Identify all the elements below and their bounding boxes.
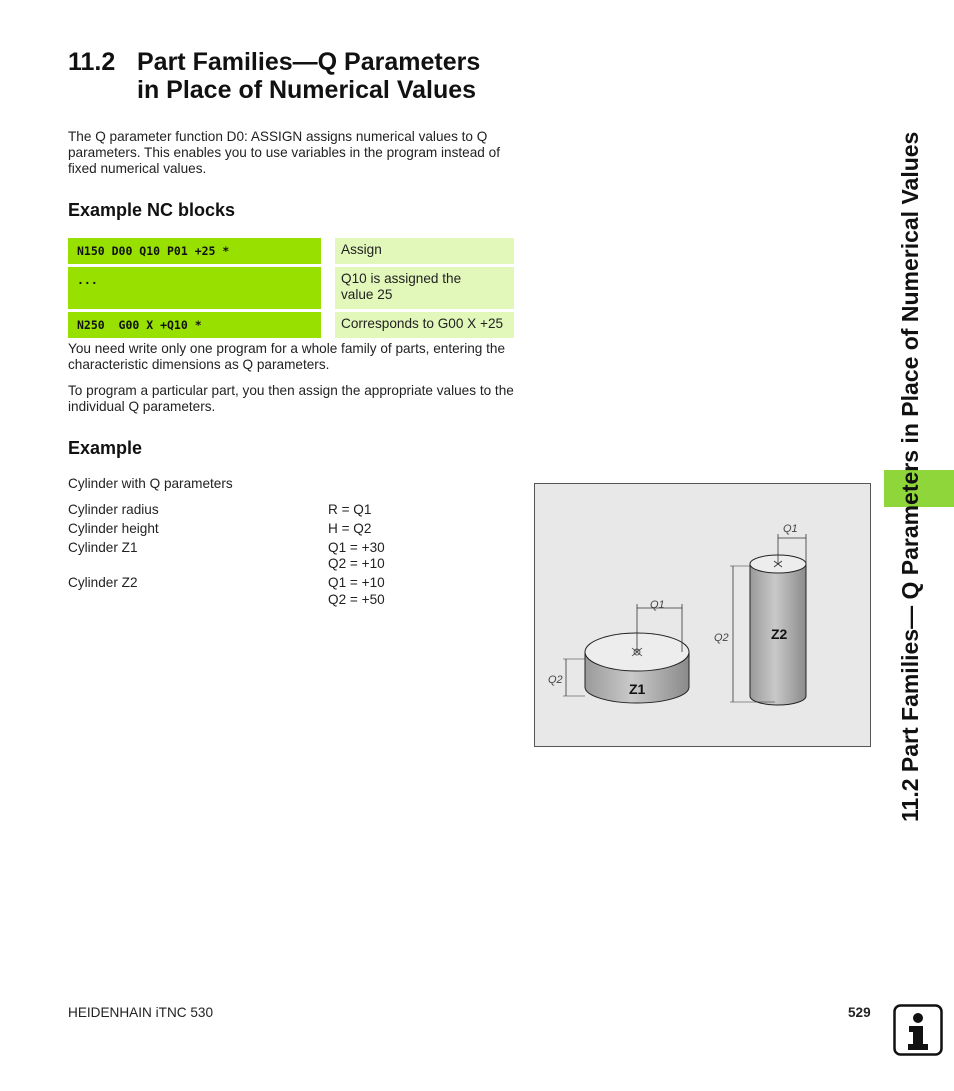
cylinder-z1 [563, 604, 689, 703]
example-nc-heading: Example NC blocks [68, 200, 236, 220]
example-label: Cylinder radius [68, 502, 159, 517]
section-title-line2: in Place of Numerical Values [137, 76, 477, 104]
nc-comment-text: Q10 is assigned the value 25 [341, 271, 462, 302]
intro-paragraph: The Q parameter function D0: ASSIGN assigns numerical values to Q parameters. This enables you to use variables in the program instead of fixed numerical values. [68, 129, 500, 176]
label-q1-z2: Q1 [783, 523, 798, 535]
cylinder-z2 [730, 534, 806, 705]
nc-block-row [68, 238, 514, 264]
paragraph-particular: To program a particular part, you then assign the appropriate values to the individual Q parameters. [68, 383, 514, 414]
label-q1-z1: Q1 [650, 599, 665, 611]
example-label: Cylinder Z1 [68, 540, 138, 555]
section-title [137, 48, 537, 104]
example-caption: Cylinder with Q parameters [68, 476, 233, 491]
footer-product: HEIDENHAIN iTNC 530 [68, 1005, 214, 1020]
nc-blocks-table [68, 235, 514, 341]
cylinder-figure [534, 483, 871, 747]
example-value: R = Q1 [328, 502, 372, 517]
info-icon [893, 1004, 943, 1056]
nc-block-row [68, 267, 514, 309]
label-z1: Z1 [629, 681, 646, 697]
nc-code: ... [68, 267, 321, 309]
paragraph-family: You need write only one program for a whole family of parts, entering the characteristic dimensions as Q parameters. [68, 341, 506, 372]
label-q2-z2: Q2 [714, 632, 729, 644]
example-value: Q1 = +10 [328, 575, 385, 590]
sidebar-title: 11.2 Part Families— Q Parameters in Place of Numerical Values [897, 131, 923, 822]
example-label: Cylinder Z2 [68, 575, 138, 590]
nc-comment [335, 267, 514, 309]
nc-code: N150 D00 Q10 P01 +25 * [68, 238, 321, 264]
example-value2: Q2 = +10 [328, 556, 385, 571]
example-value: Q1 = +30 [328, 540, 385, 555]
label-q2-z1: Q2 [548, 674, 563, 686]
label-z2: Z2 [771, 626, 788, 642]
cylinder-illustration [535, 484, 870, 746]
nc-comment: Corresponds to G00 X +25 [335, 312, 514, 338]
nc-block-row [68, 312, 514, 338]
nc-comment: Assign [335, 238, 514, 264]
section-title-line1: Part Families—Q Parameters [137, 48, 481, 76]
example-value: H = Q2 [328, 521, 372, 536]
page-number: 529 [848, 1005, 871, 1020]
example-heading: Example [68, 438, 143, 458]
nc-code: N250 G00 X +Q10 * [68, 312, 321, 338]
section-number: 11.2 [68, 48, 116, 76]
example-label: Cylinder height [68, 521, 159, 536]
example-value2: Q2 = +50 [328, 592, 385, 607]
